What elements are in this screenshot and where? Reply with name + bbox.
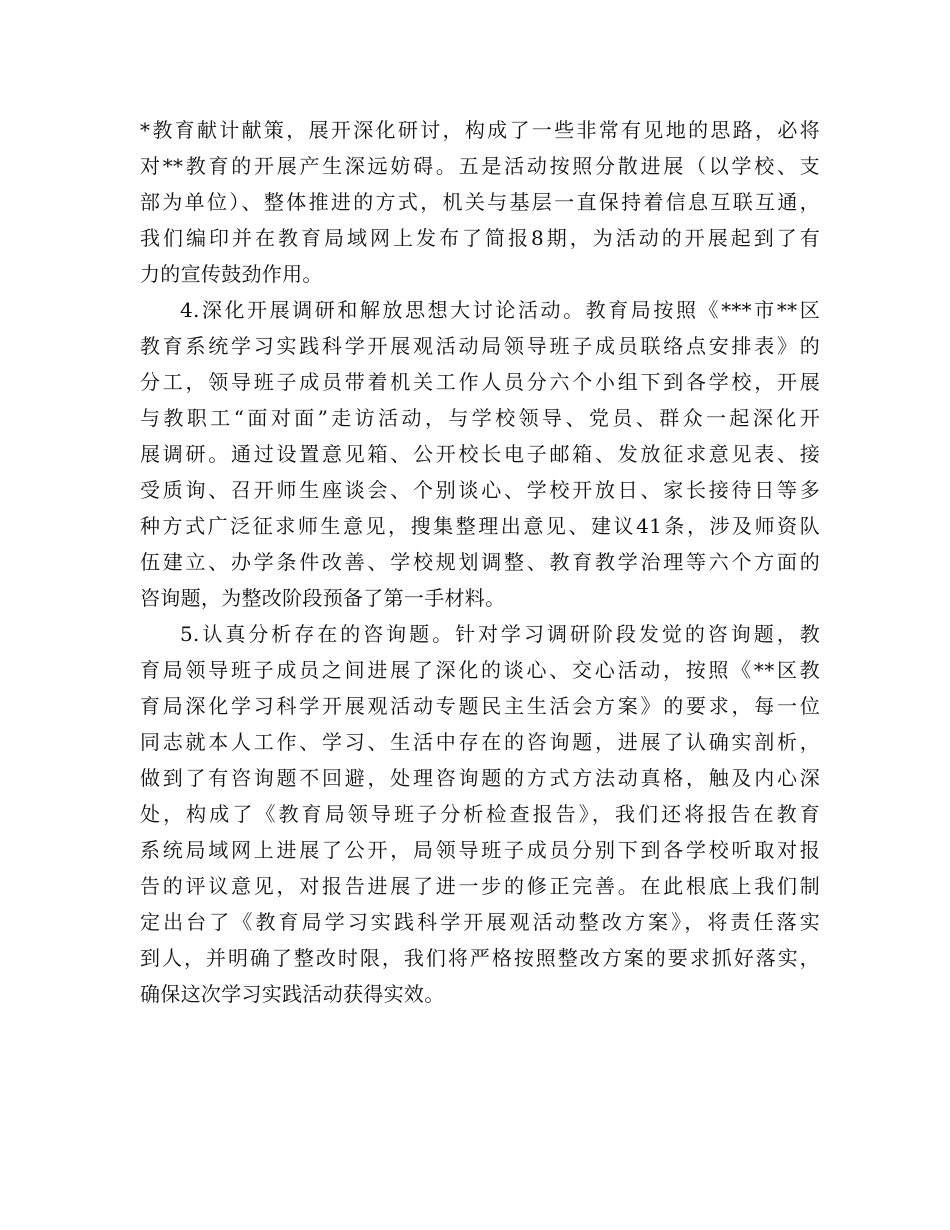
text-line: 教育系统学习实践科学开展观活动局领导班子成员联络点安排表》的 [140, 334, 820, 358]
text-line: 5.认真分析存在的咨询题。针对学习调研阶段发觉的咨询题，教 [180, 622, 820, 646]
text-line: 咨询题，为整改阶段预备了第一手材料。 [140, 586, 506, 610]
text-line: 分工，领导班子成员带着机关工作人员分六个小组下到各学校，开展 [140, 370, 820, 394]
text-line: 处，构成了《教育局领导班子分析检查报告》，我们还将报告在教育 [140, 802, 820, 826]
text-line: 对**教育的开展产生深远妨碍。五是活动按照分散进展（以学校、支 [140, 154, 820, 178]
text-line: 部为单位）、整体推进的方式，机关与基层一直保持着信息互联互通， [140, 190, 820, 214]
text-line: 育局深化学习科学开展观活动专题民主生活会方案》的要求，每一位 [140, 694, 820, 718]
text-line: 做到了有咨询题不回避，处理咨询题的方式方法动真格，触及内心深 [140, 766, 820, 790]
text-line: 4.深化开展调研和解放思想大讨论活动。教育局按照《***市**区 [180, 298, 820, 322]
paragraph-continuation [140, 112, 820, 292]
text-line: 育局领导班子成员之间进展了深化的谈心、交心活动，按照《**区教 [140, 658, 820, 682]
text-line: 定出台了《教育局学习实践科学开展观活动整改方案》，将责任落实 [140, 910, 820, 934]
text-line: 确保这次学习实践活动获得实效。 [140, 982, 445, 1006]
text-line: *教育献计献策，展开深化研讨，构成了一些非常有见地的思路，必将 [140, 118, 820, 142]
text-line: 与教职工“面对面”走访活动，与学校领导、党员、群众一起深化开 [140, 406, 820, 430]
text-line: 力的宣传鼓劲作用。 [140, 262, 323, 286]
text-line: 到人，并明确了整改时限，我们将严格按照整改方案的要求抓好落实， [140, 946, 820, 970]
text-line: 我们编印并在教育局域网上发布了简报8期，为活动的开展起到了有 [140, 226, 820, 250]
text-line: 系统局域网上进展了公开，局领导班子成员分别下到各学校听取对报 [140, 838, 820, 862]
paragraph-5 [140, 616, 820, 1012]
text-line: 种方式广泛征求师生意见，搜集整理出意见、建议41条，涉及师资队 [140, 514, 820, 538]
paragraph-4 [140, 292, 820, 616]
text-line: 展调研。通过设置意见箱、公开校长电子邮箱、发放征求意见表、接 [140, 442, 820, 466]
text-line: 同志就本人工作、学习、生活中存在的咨询题，进展了认确实剖析， [140, 730, 820, 754]
document-body [140, 112, 820, 1012]
text-line: 伍建立、办学条件改善、学校规划调整、教育教学治理等六个方面的 [140, 550, 820, 574]
text-line: 告的评议意见，对报告进展了进一步的修正完善。在此根底上我们制 [140, 874, 820, 898]
text-line: 受质询、召开师生座谈会、个别谈心、学校开放日、家长接待日等多 [140, 478, 820, 502]
